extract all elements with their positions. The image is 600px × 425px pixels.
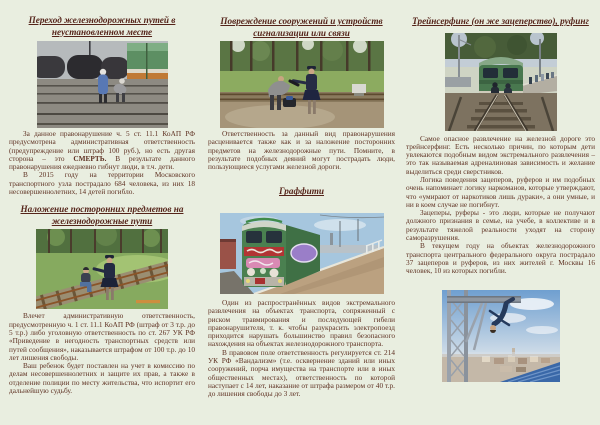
column-damage-signals bbox=[208, 0, 395, 399]
text-run: В результате данного правонарушения ежедневно гибнут люди, в т.ч. дети. bbox=[9, 153, 195, 172]
heading-crossing: Переход железнодорожных путей в неустановленном месте bbox=[28, 15, 176, 37]
vandal-officer-illustration bbox=[220, 41, 384, 128]
text-emphasis-death: СМЕРТЬ. bbox=[73, 153, 107, 163]
crossing-tracks-illustration bbox=[37, 41, 168, 128]
paragraph-trainsurfing-causes: Самое опасное развлечение на железной дороге это трейнсерфинг. Есть несколько причин, по которым дети увлекаются подобным видом экстремального развлечения – это так называемая адреналиновая зависимость и желание выделиться среди сверстников. bbox=[406, 133, 595, 176]
paragraph-graffiti-description: Один из распространённых видов экстремального развлечения на объектах транспорта, сопряженный с риском травмирования и последующей гибели правонарушителя, т. к. чтобы разукрасить электропоезд приходится нарушать большинство правил безопасного нахождения на объектах железнодорожного транспорта. bbox=[208, 297, 395, 349]
heading-objects-on-tracks: Наложение посторонних предметов на железнодорожные пути bbox=[20, 204, 184, 226]
photo-officer-with-child-on-track bbox=[36, 229, 168, 309]
paragraph-surfer-logic: Логика поведения зацеперов, руферов и им подобных очень напоминает логику наркоманов, которые утверждают, что «умирают от наркотиков лишь дураки», а они умные, и ни в коем случае не погибнут. bbox=[406, 174, 595, 209]
paragraph-crossing-liability bbox=[9, 130, 195, 171]
photo-rooftopper-hanging bbox=[442, 290, 560, 382]
paragraph-2015-statistics: В 2015 году на территории Московского транспортного узла пострадало 684 человека, из них 18 несовершеннолетних, 14 детей погибло. bbox=[9, 170, 195, 197]
paragraph-surfer-psychology: Зацеперы, руферы - это люди, которые не получают должного признания в семье, на учебе, в коллективе и в результате тяжелой реальности уходят на сторону саморазрушения. bbox=[406, 208, 595, 243]
column-crossing bbox=[9, 0, 195, 395]
photo-graffiti-train bbox=[220, 213, 384, 294]
paragraph-current-year-statistics: В текущем году на объектах железнодорожного транспорта центрального федерального округа пострадало 37 зацеперов и руферов, из них жителей г. Москвы 16 человек, 10 из которых погибли. bbox=[406, 241, 595, 276]
paragraph-signal-liability: Ответственность за данный вид правонарушения расценивается также как и за наложение посторонних предметов на железнодорожные пути. Помните, в результате подобных деяний могут пострадать люди, пользующиеся услугами железной дороги. bbox=[208, 129, 395, 172]
column-trainsurfing bbox=[406, 0, 595, 382]
photo-people-crossing-tracks bbox=[37, 41, 168, 128]
paragraph-objects-liability: Влечет административную ответственность, предусмотренную ч. 1 ст. 11.1 КоАП РФ (штраф от 3 т.р. до 5 т.р.) либо уголовную ответственность по ст. 267 УК РФ «Приведение в негодность транспортных средств или путей сообщения», наказывается штрафом от 100 т.р. до 10 лет лишения свободы. bbox=[9, 311, 195, 362]
rooftopper-illustration bbox=[442, 290, 560, 382]
photo-vandal-and-officer bbox=[220, 41, 384, 128]
heading-trainsurfing: Трейнсерфинг (он же зацеперство), руфинг bbox=[412, 16, 589, 26]
photo-train-with-surfers bbox=[445, 33, 557, 131]
paragraph-vandalism-article: В правовом поле ответственность регулируется ст. 214 УК РФ «Вандализм» (т.е. осквернение зданий или иных сооружений, порча имущества на транспорте или в иных общественных местах), ответственность по которой наступает с 14 лет, наказание от штрафа размером от 40 т.р. до лишения свободы до 3 лет. bbox=[208, 347, 395, 399]
heading-damage-signals: Повреждение сооружений и устройств сигнализации или связи bbox=[220, 16, 383, 38]
graffiti-train-illustration bbox=[220, 213, 384, 294]
paragraph-child-registration: Ваш ребенок будет поставлен на учет в комиссию по делам несовершеннолетних и защите их прав, а также в отделение полиции по месту жительства, что испортит его дальнейшую судьбу. bbox=[9, 361, 195, 396]
text-run: За данное правонарушение ч. 5 ст. 11.1 КоАП РФ предусмотрена административная ответственность (предупреждение или штраф 100 руб.), но есть другая сторона – это bbox=[9, 129, 195, 163]
officer-child-illustration bbox=[36, 229, 168, 309]
train-surfers-illustration bbox=[445, 33, 557, 131]
heading-graffiti: Граффити bbox=[279, 186, 324, 197]
